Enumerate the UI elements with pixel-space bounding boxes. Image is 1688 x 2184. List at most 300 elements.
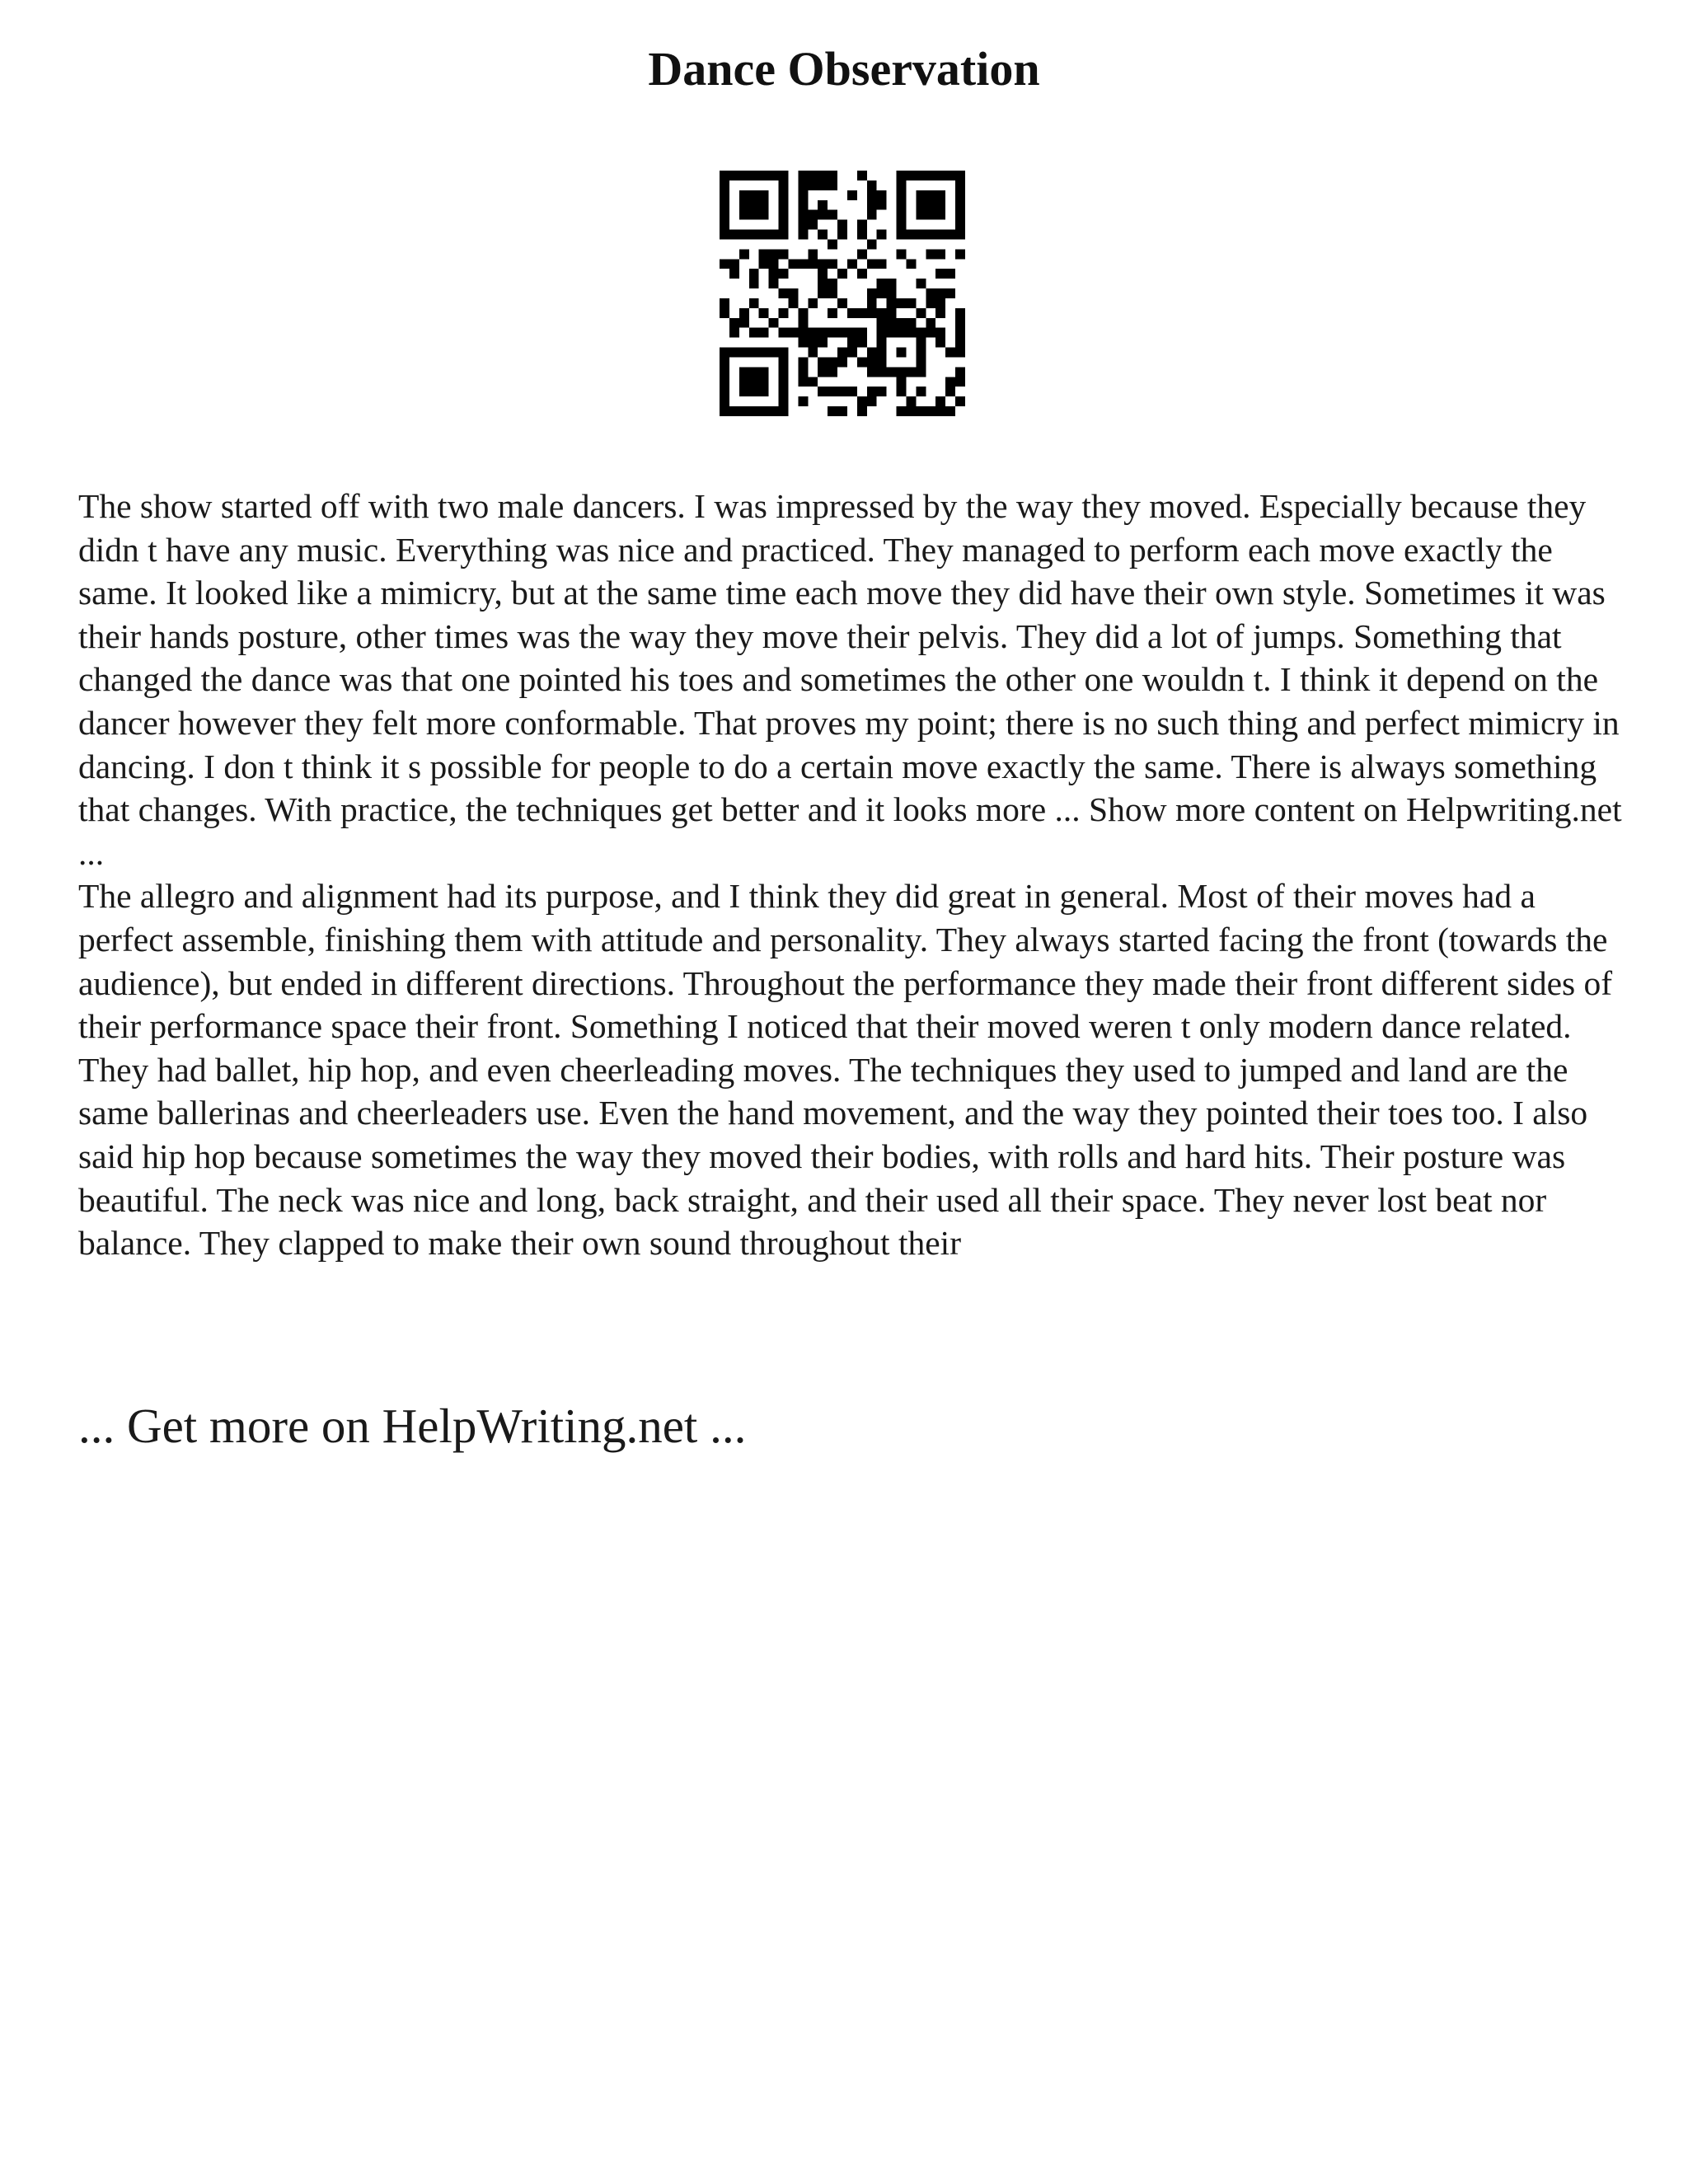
qr-module <box>935 338 945 348</box>
qr-module <box>857 396 867 406</box>
qr-module <box>828 308 837 318</box>
qr-module <box>720 396 729 406</box>
qr-module <box>945 230 955 240</box>
qr-module <box>906 298 916 308</box>
qr-module <box>818 210 828 220</box>
qr-module <box>769 406 779 416</box>
qr-module <box>887 298 897 308</box>
qr-module <box>779 249 789 259</box>
qr-module <box>877 200 887 210</box>
qr-module <box>926 210 935 220</box>
qr-module <box>808 171 818 180</box>
qr-module <box>759 406 769 416</box>
qr-module <box>828 210 837 220</box>
qr-module <box>935 269 945 279</box>
qr-module <box>779 171 789 180</box>
qr-module <box>798 338 808 348</box>
qr-module <box>828 180 837 190</box>
qr-module <box>720 230 729 240</box>
qr-module <box>837 220 847 230</box>
qr-module <box>837 230 847 240</box>
qr-module <box>759 249 769 259</box>
qr-module <box>739 377 749 387</box>
qr-module <box>739 308 749 318</box>
qr-module <box>926 288 935 298</box>
qr-module <box>926 171 935 180</box>
get-more-link[interactable]: ... Get more on HelpWriting.net ... <box>78 1399 747 1453</box>
qr-module <box>857 357 867 367</box>
qr-module <box>818 259 828 269</box>
qr-module <box>759 308 769 318</box>
essay-paragraph: The allegro and alignment had its purpose, and I think they did great in general. Most of their moves had a perfect assemble, finishing them with attitude and personality. They always started facing the front (towards the audience), but ended in different directions. Throughout the performance they made their front different sides of their performance space their front. Something I noticed that their moved weren t only modern dance related. They had ballet, hip hop, and even cheerleading moves. The techniques they used to jumped and land are the same ballerinas and cheerleaders use. Even the hand movement, and the way they pointed their toes too. I also said hip hop because sometimes the way they moved their bodies, with rolls and hard hits. Their posture was beautiful. The neck was nice and long, back straight, and their used all their space. They never lost beat nor balance. They clapped to make their own sound throughout their <box>78 877 1613 1263</box>
qr-module <box>779 357 789 367</box>
qr-module <box>739 190 749 200</box>
qr-module <box>935 200 945 210</box>
qr-module <box>935 288 945 298</box>
qr-module <box>808 220 818 230</box>
qr-module <box>916 200 926 210</box>
qr-module <box>729 259 739 269</box>
qr-module <box>877 318 887 328</box>
qr-module <box>887 328 897 338</box>
qr-module <box>749 348 759 358</box>
qr-module <box>935 190 945 200</box>
qr-module <box>935 328 945 338</box>
qr-module <box>818 357 828 367</box>
qr-module <box>955 308 965 318</box>
qr-module <box>897 230 907 240</box>
qr-module <box>759 328 769 338</box>
qr-module <box>906 259 916 269</box>
qr-module <box>818 279 828 288</box>
qr-module <box>828 171 837 180</box>
qr-module <box>955 338 965 348</box>
qr-module <box>897 220 907 230</box>
qr-module <box>837 298 847 308</box>
qr-module <box>916 338 926 348</box>
qr-module <box>857 249 867 259</box>
qr-module <box>769 279 779 288</box>
qr-module <box>867 348 877 358</box>
qr-module <box>847 328 857 338</box>
qr-module <box>779 190 789 200</box>
qr-module <box>808 377 818 387</box>
qr-module <box>828 288 837 298</box>
qr-module <box>818 171 828 180</box>
qr-module <box>759 367 769 377</box>
qr-module <box>720 171 729 180</box>
qr-module <box>749 200 759 210</box>
qr-module <box>759 190 769 200</box>
qr-module <box>779 230 789 240</box>
qr-module <box>739 406 749 416</box>
qr-module <box>828 239 837 249</box>
qr-module <box>906 171 916 180</box>
qr-module <box>769 230 779 240</box>
qr-module <box>769 259 779 269</box>
qr-module <box>808 298 818 308</box>
qr-module <box>857 406 867 416</box>
qr-module <box>867 180 877 190</box>
qr-module <box>798 259 808 269</box>
qr-module <box>955 318 965 328</box>
qr-module <box>935 249 945 259</box>
qr-module <box>837 269 847 279</box>
qr-module <box>867 259 877 269</box>
qr-module <box>837 387 847 396</box>
qr-module <box>847 387 857 396</box>
qr-module <box>955 396 965 406</box>
qr-module <box>769 269 779 279</box>
qr-module <box>906 406 916 416</box>
qr-module <box>955 200 965 210</box>
qr-module <box>906 230 916 240</box>
qr-module <box>808 210 818 220</box>
qr-module <box>739 387 749 396</box>
qr-module <box>897 377 907 387</box>
qr-module <box>759 171 769 180</box>
qr-module <box>955 220 965 230</box>
qr-module <box>818 200 828 210</box>
qr-module <box>779 288 789 298</box>
qr-module <box>749 367 759 377</box>
qr-module <box>828 387 837 396</box>
qr-module <box>906 396 916 406</box>
qr-module <box>749 190 759 200</box>
qr-module <box>867 308 877 318</box>
qr-module <box>897 249 907 259</box>
qr-module <box>798 367 808 377</box>
qr-module <box>769 171 779 180</box>
qr-module <box>877 328 887 338</box>
qr-module <box>739 249 749 259</box>
qr-module <box>720 220 729 230</box>
qr-module <box>877 288 887 298</box>
qr-module <box>818 387 828 396</box>
qr-module <box>897 318 907 328</box>
qr-module <box>847 259 857 269</box>
qr-module <box>729 318 739 328</box>
qr-module <box>926 406 935 416</box>
qr-module <box>798 180 808 190</box>
qr-module <box>798 377 808 387</box>
qr-module <box>916 230 926 240</box>
qr-module <box>788 298 798 308</box>
qr-module <box>779 328 789 338</box>
qr-module <box>759 200 769 210</box>
essay-paragraph: The show started off with two male dancers. I was impressed by the way they moved. Especially because they didn t have any music. Everything was nice and practiced. They managed to perform each move exactly the same. It looked like a mimicry, but at the same time each move they did have their own style. Sometimes it was their hands posture, other times was the way they move their pelvis. They did a lot of jumps. Something that changed the dance was that one pointed his toes and sometimes the other one wouldn t. I think it depend on the dancer however they felt more conformable. That proves my point; there is no such thing and perfect mimicry in dancing. I don t think it s possible for people to do a certain move exactly the same. There is always something that changes. With practice, the techniques get better and it looks more ... Show more content on Helpwriting.net ... <box>78 487 1622 872</box>
qr-module <box>759 387 769 396</box>
qr-module <box>897 367 907 377</box>
qr-module <box>749 406 759 416</box>
qr-module <box>720 357 729 367</box>
qr-module <box>926 249 935 259</box>
qr-module <box>720 259 729 269</box>
qr-module <box>720 190 729 200</box>
qr-module <box>788 288 798 298</box>
qr-module <box>916 279 926 288</box>
qr-module <box>935 230 945 240</box>
qr-module <box>837 328 847 338</box>
qr-module <box>857 171 867 180</box>
qr-module <box>798 396 808 406</box>
document-title: Dance Observation <box>648 42 1040 96</box>
qr-module <box>945 269 955 279</box>
qr-module <box>867 210 877 220</box>
qr-module <box>926 318 935 328</box>
qr-module <box>857 230 867 240</box>
qr-module <box>739 367 749 377</box>
qr-module <box>779 348 789 358</box>
qr-module <box>877 259 887 269</box>
qr-module <box>935 396 945 406</box>
qr-module <box>955 348 965 358</box>
qr-module <box>749 377 759 387</box>
qr-module <box>916 328 926 338</box>
qr-module <box>749 210 759 220</box>
qr-module <box>739 318 749 328</box>
qr-module <box>955 377 965 387</box>
qr-module <box>877 357 887 367</box>
qr-module <box>897 171 907 180</box>
qr-module <box>818 230 828 240</box>
qr-module <box>945 171 955 180</box>
qr-module <box>877 367 887 377</box>
qr-module <box>955 180 965 190</box>
qr-module <box>847 348 857 358</box>
qr-module <box>808 348 818 358</box>
essay-body <box>78 485 1628 1265</box>
qr-module <box>798 357 808 367</box>
qr-module <box>955 210 965 220</box>
qr-module <box>798 210 808 220</box>
qr-module <box>779 377 789 387</box>
qr-module <box>798 230 808 240</box>
qr-module <box>837 406 847 416</box>
qr-module <box>945 377 955 387</box>
qr-module <box>729 328 739 338</box>
qr-module <box>779 200 789 210</box>
qr-module <box>798 190 808 200</box>
qr-module <box>759 210 769 220</box>
qr-module <box>779 387 789 396</box>
qr-module <box>720 367 729 377</box>
qr-module <box>955 230 965 240</box>
qr-module <box>720 298 729 308</box>
qr-module <box>759 230 769 240</box>
qr-module <box>729 171 739 180</box>
qr-module <box>818 328 828 338</box>
qr-module <box>769 348 779 358</box>
qr-module <box>739 348 749 358</box>
qr-module <box>867 396 877 406</box>
qr-module <box>955 249 965 259</box>
qr-module <box>739 230 749 240</box>
qr-module <box>739 210 749 220</box>
qr-module <box>818 269 828 279</box>
qr-module <box>769 249 779 259</box>
qr-module <box>867 387 877 396</box>
qr-module <box>906 367 916 377</box>
qr-module <box>779 406 789 416</box>
qr-module <box>935 210 945 220</box>
qr-module <box>828 328 837 338</box>
qr-module <box>779 180 789 190</box>
qr-module <box>779 210 789 220</box>
qr-module <box>897 387 907 396</box>
qr-module <box>808 328 818 338</box>
qr-module <box>759 348 769 358</box>
qr-module <box>720 308 729 318</box>
qr-module <box>847 338 857 348</box>
qr-module <box>808 338 818 348</box>
qr-module <box>877 348 887 358</box>
qr-module <box>857 220 867 230</box>
qr-module <box>798 220 808 230</box>
qr-module <box>916 190 926 200</box>
qr-module <box>798 308 808 318</box>
qr-module <box>808 180 818 190</box>
qr-module <box>828 357 837 367</box>
qr-module <box>877 308 887 318</box>
qr-module <box>818 288 828 298</box>
qr-module <box>857 338 867 348</box>
qr-module <box>769 318 779 328</box>
qr-module <box>779 220 789 230</box>
qr-module <box>867 357 877 367</box>
qr-module <box>955 367 965 377</box>
qr-module <box>897 190 907 200</box>
qr-module <box>945 348 955 358</box>
qr-module <box>759 377 769 387</box>
qr-module <box>798 200 808 210</box>
qr-module <box>887 318 897 328</box>
qr-module <box>749 230 759 240</box>
qr-module <box>926 230 935 240</box>
qr-module <box>906 318 916 328</box>
qr-module <box>808 259 818 269</box>
qr-module <box>837 357 847 367</box>
qr-module <box>877 190 887 200</box>
qr-module <box>906 328 916 338</box>
qr-module <box>897 180 907 190</box>
qr-module <box>916 367 926 377</box>
qr-module <box>897 406 907 416</box>
qr-module <box>739 200 749 210</box>
qr-module <box>729 230 739 240</box>
qr-module <box>720 210 729 220</box>
qr-module <box>926 328 935 338</box>
qr-module <box>877 279 887 288</box>
qr-module <box>916 308 926 318</box>
qr-module <box>887 288 897 298</box>
qr-module <box>935 308 945 318</box>
qr-module <box>945 288 955 298</box>
qr-module <box>945 406 955 416</box>
qr-module <box>877 387 887 396</box>
qr-module <box>779 269 789 279</box>
qr-module <box>867 367 877 377</box>
qr-module <box>788 259 798 269</box>
qr-module <box>828 259 837 269</box>
qr-module <box>720 377 729 387</box>
qr-module <box>867 298 877 308</box>
qr-module <box>897 210 907 220</box>
qr-module <box>897 328 907 338</box>
qr-module <box>729 406 739 416</box>
qr-module <box>955 190 965 200</box>
qr-module <box>867 190 877 200</box>
qr-module <box>818 180 828 190</box>
qr-module <box>788 328 798 338</box>
qr-module <box>847 308 857 318</box>
qr-module <box>955 171 965 180</box>
qr-module <box>916 210 926 220</box>
qr-module <box>926 190 935 200</box>
qr-module <box>857 308 867 318</box>
qr-module <box>729 269 739 279</box>
qr-module <box>828 367 837 377</box>
qr-module <box>935 171 945 180</box>
qr-module <box>749 279 759 288</box>
qr-module <box>916 406 926 416</box>
qr-module <box>779 396 789 406</box>
qr-module <box>720 200 729 210</box>
qr-module <box>749 298 759 308</box>
qr-module <box>916 387 926 396</box>
qr-module <box>857 328 867 338</box>
qr-module <box>720 180 729 190</box>
qr-module <box>749 171 759 180</box>
qr-module <box>945 387 955 396</box>
qr-module <box>887 279 897 288</box>
qr-module <box>759 259 769 269</box>
qr-module <box>808 249 818 259</box>
qr-module <box>916 348 926 358</box>
qr-module <box>798 171 808 180</box>
qr-module <box>867 288 877 298</box>
qr-module <box>897 298 907 308</box>
qr-module <box>739 171 749 180</box>
qr-module <box>887 367 897 377</box>
qr-module <box>877 230 887 240</box>
qr-module <box>935 406 945 416</box>
qr-module <box>818 367 828 377</box>
qr-module <box>828 279 837 288</box>
qr-module <box>887 308 897 318</box>
qr-module <box>828 406 837 416</box>
qr-module <box>877 338 887 348</box>
qr-module <box>867 239 877 249</box>
qr-module <box>837 348 847 358</box>
qr-module <box>916 357 926 367</box>
qr-module <box>847 190 857 200</box>
qr-module <box>720 406 729 416</box>
qr-code-icon <box>720 171 965 416</box>
qr-module <box>798 328 808 338</box>
qr-module <box>779 308 789 318</box>
qr-module <box>720 387 729 396</box>
qr-module <box>857 269 867 279</box>
qr-module <box>935 298 945 308</box>
qr-module <box>729 348 739 358</box>
qr-module <box>749 269 759 279</box>
qr-module <box>926 298 935 308</box>
qr-module <box>749 387 759 396</box>
qr-module <box>916 171 926 180</box>
qr-module <box>749 328 759 338</box>
qr-module <box>798 318 808 328</box>
